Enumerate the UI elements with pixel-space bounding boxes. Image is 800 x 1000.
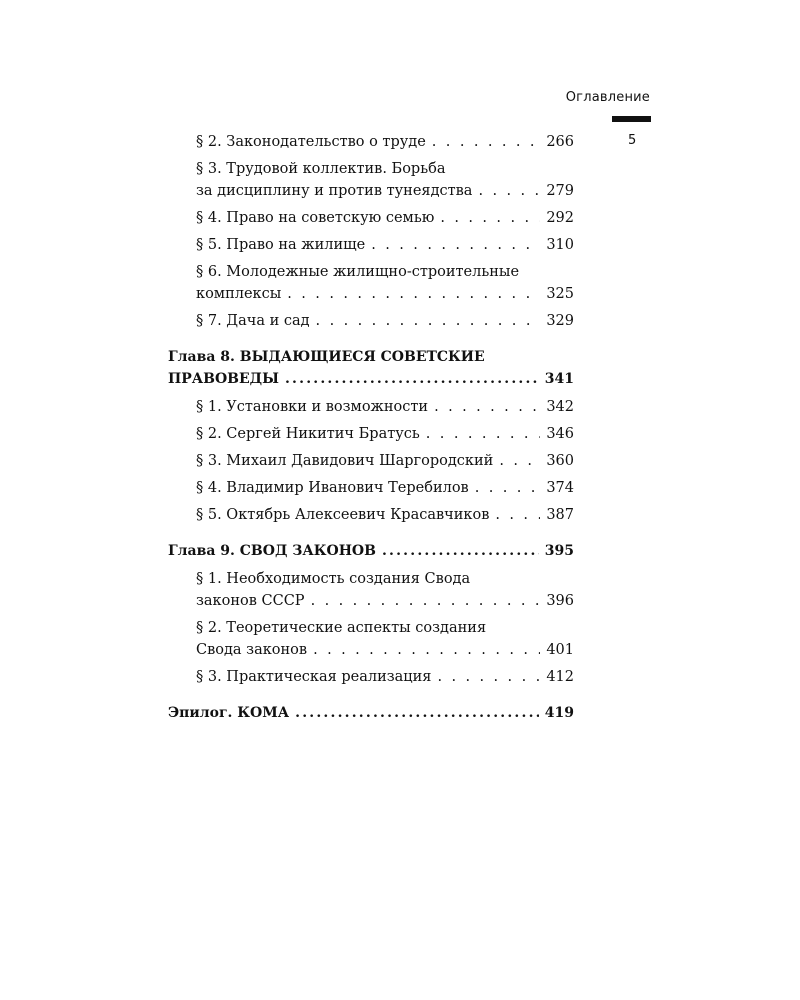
leader-dots [426, 423, 540, 445]
toc-epilogue[interactable] [168, 702, 574, 724]
toc-section-title: § 3. Трудовой коллектив. Борьба [196, 161, 446, 177]
toc-section-8-4[interactable] [168, 477, 574, 499]
toc-section-title: § 3. Практическая реализация [196, 669, 432, 685]
toc-section-8-3[interactable] [168, 450, 574, 472]
leader-dots [311, 590, 540, 612]
leader-dots [371, 234, 540, 256]
toc-section-title: § 4. Право на советскую семью [196, 210, 435, 226]
toc-section-title: § 2. Законодательство о труде [196, 134, 426, 150]
toc-section-title: § 3. Михаил Давидович Шаргородский [196, 453, 494, 469]
leader-dots [432, 131, 540, 153]
leader-dots [499, 450, 540, 472]
toc-section-7-6[interactable] [168, 261, 574, 305]
toc-chapter-title: Глава 8. ВЫДАЮЩИЕСЯ СОВЕТСКИЕ [168, 349, 485, 365]
toc-page-number: 329 [546, 313, 574, 329]
toc-page-number: 292 [546, 210, 574, 226]
toc-chapter-8[interactable] [168, 346, 574, 390]
toc-section-title: § 5. Октябрь Алексеевич Красавчиков [196, 507, 490, 523]
leader-dots [437, 666, 540, 688]
leader-dots [316, 310, 540, 332]
toc-page-number: 396 [546, 593, 574, 609]
toc-page-number: 360 [546, 453, 574, 469]
toc-chapter-9[interactable] [168, 540, 574, 562]
toc-section-title: § 1. Установки и возможности [196, 399, 429, 415]
toc-page-number: 401 [546, 642, 574, 658]
leader-dots [382, 540, 539, 562]
leader-dots [478, 180, 540, 202]
toc-page-number: 310 [546, 237, 574, 253]
page-number: 5 [628, 133, 637, 148]
running-title: Оглавление [565, 90, 650, 105]
leader-dots [285, 368, 539, 390]
toc-page-number: 342 [546, 399, 574, 415]
toc-section-title-cont: Свода законов [196, 642, 308, 658]
table-of-contents [168, 131, 574, 730]
leader-dots [434, 396, 540, 418]
toc-section-7-7[interactable] [168, 310, 574, 332]
leader-dots [440, 207, 540, 229]
toc-page-number: 346 [546, 426, 574, 442]
toc-section-title: § 4. Владимир Иванович Теребилов [196, 480, 469, 496]
toc-section-9-2[interactable] [168, 617, 574, 661]
toc-page-number: 412 [546, 669, 574, 685]
leader-dots [295, 702, 539, 724]
toc-section-7-5[interactable] [168, 234, 574, 256]
toc-page-number: 341 [544, 371, 574, 387]
leader-dots [313, 639, 540, 661]
toc-section-title: § 2. Теоретические аспекты создания [196, 620, 487, 636]
leader-dots [475, 477, 540, 499]
toc-section-title: § 1. Необходимость создания Свода [196, 571, 471, 587]
toc-section-8-5[interactable] [168, 504, 574, 526]
toc-chapter-title: Эпилог. КОМА [168, 705, 290, 721]
leader-dots [287, 283, 540, 305]
toc-section-title: § 6. Молодежные жилищно-строительные [196, 264, 520, 280]
toc-section-7-4[interactable] [168, 207, 574, 229]
toc-section-7-2[interactable] [168, 131, 574, 153]
toc-chapter-title: Глава 9. СВОД ЗАКОНОВ [168, 543, 376, 559]
toc-page-number: 419 [544, 705, 574, 721]
toc-page-number: 266 [546, 134, 574, 150]
leader-dots [495, 504, 540, 526]
toc-section-8-2[interactable] [168, 423, 574, 445]
toc-chapter-title-cont: ПРАВОВЕДЫ [168, 371, 279, 387]
toc-page-number: 279 [546, 183, 574, 199]
header-rule [612, 116, 651, 122]
toc-section-title-cont: за дисциплину и против тунеядства [196, 183, 473, 199]
toc-section-7-3[interactable] [168, 158, 574, 202]
toc-section-title: § 7. Дача и сад [196, 313, 310, 329]
toc-page-number: 325 [546, 286, 574, 302]
toc-page-number: 374 [546, 480, 574, 496]
toc-section-9-3[interactable] [168, 666, 574, 688]
toc-section-9-1[interactable] [168, 568, 574, 612]
toc-page-number: 387 [546, 507, 574, 523]
toc-section-title-cont: комплексы [196, 286, 282, 302]
toc-section-title-cont: законов СССР [196, 593, 305, 609]
toc-section-title: § 2. Сергей Никитич Братусь [196, 426, 420, 442]
toc-page-number: 395 [544, 543, 574, 559]
toc-section-title: § 5. Право на жилище [196, 237, 366, 253]
toc-section-8-1[interactable] [168, 396, 574, 418]
